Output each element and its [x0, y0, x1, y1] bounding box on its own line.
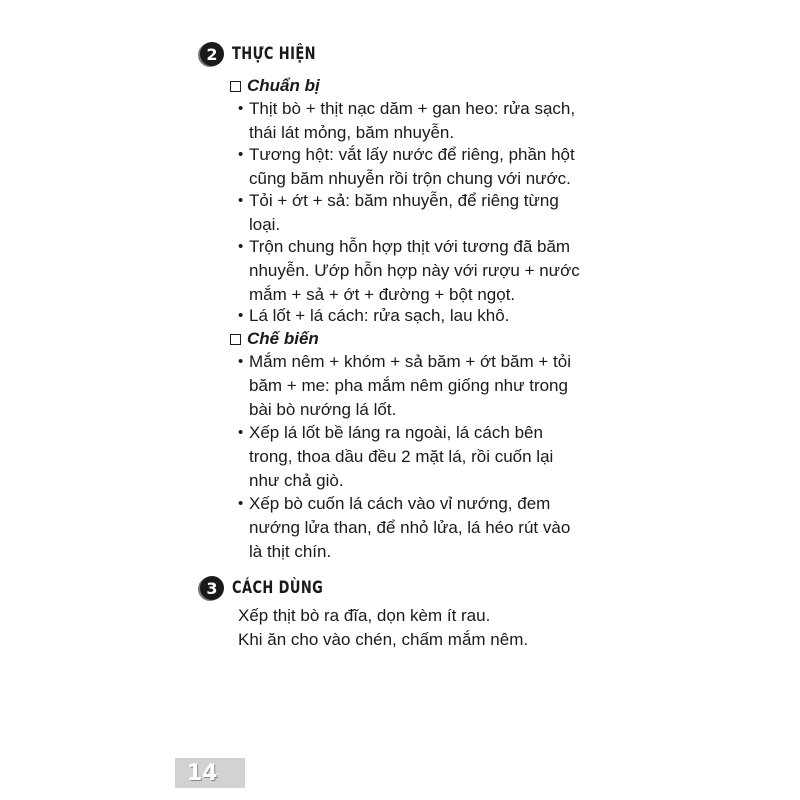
serving-line: Khi ăn cho vào chén, chấm mắm nêm. [238, 630, 529, 649]
section-title: CÁCH DÙNG [232, 578, 324, 598]
section-heading-cach-dung [200, 576, 339, 600]
subheading-label: Chuẩn bị [247, 76, 320, 95]
subheading-label: Chế biến [247, 329, 319, 348]
square-bullet-icon [230, 81, 241, 92]
page-number: 14 [175, 758, 245, 788]
subheading-chuan-bi [230, 76, 320, 96]
section-title: THỰC HIỆN [232, 44, 316, 64]
section-heading-thuc-hien [200, 42, 331, 66]
list-item: • Xếp lá lốt bề láng ra ngoài, lá cách bên trong, thoa dầu đều 2 mặt lá, rồi cuốn lại như chả giò. [240, 421, 609, 493]
list-item: • Mắm nêm + khóm + sả băm + ớt băm + tỏi băm + me: pha mắm nêm giống như trong bài bò nướng lá lốt. [240, 350, 609, 422]
section-number-badge: 2 [200, 42, 224, 66]
square-bullet-icon [230, 334, 241, 345]
subheading-che-bien [230, 329, 319, 349]
section-number-badge: 3 [200, 576, 224, 600]
list-item: • Thịt bò + thịt nạc dăm + gan heo: rửa sạch, thái lát mỏng, băm nhuyễn. [240, 97, 609, 145]
list-item: • Lá lốt + lá cách: rửa sạch, lau khô. [240, 304, 609, 328]
list-item: • Xếp bò cuốn lá cách vào vỉ nướng, đem nướng lửa than, để nhỏ lửa, lá héo rút vào là thịt chín. [240, 492, 609, 564]
list-item: • Trộn chung hỗn hợp thịt với tương đã băm nhuyễn. Ướp hỗn hợp này với rượu + nước mắm + sả + ớt + đường + bột ngọt. [240, 235, 609, 307]
list-item: • Tương hột: vắt lấy nước để riêng, phần hột cũng băm nhuyễn rồi trộn chung với nước. [240, 143, 609, 191]
list-item: • Tỏi + ớt + sả: băm nhuyễn, để riêng từng loại. [240, 189, 609, 237]
serving-line: Xếp thịt bò ra đĩa, dọn kèm ít rau. [238, 606, 491, 625]
